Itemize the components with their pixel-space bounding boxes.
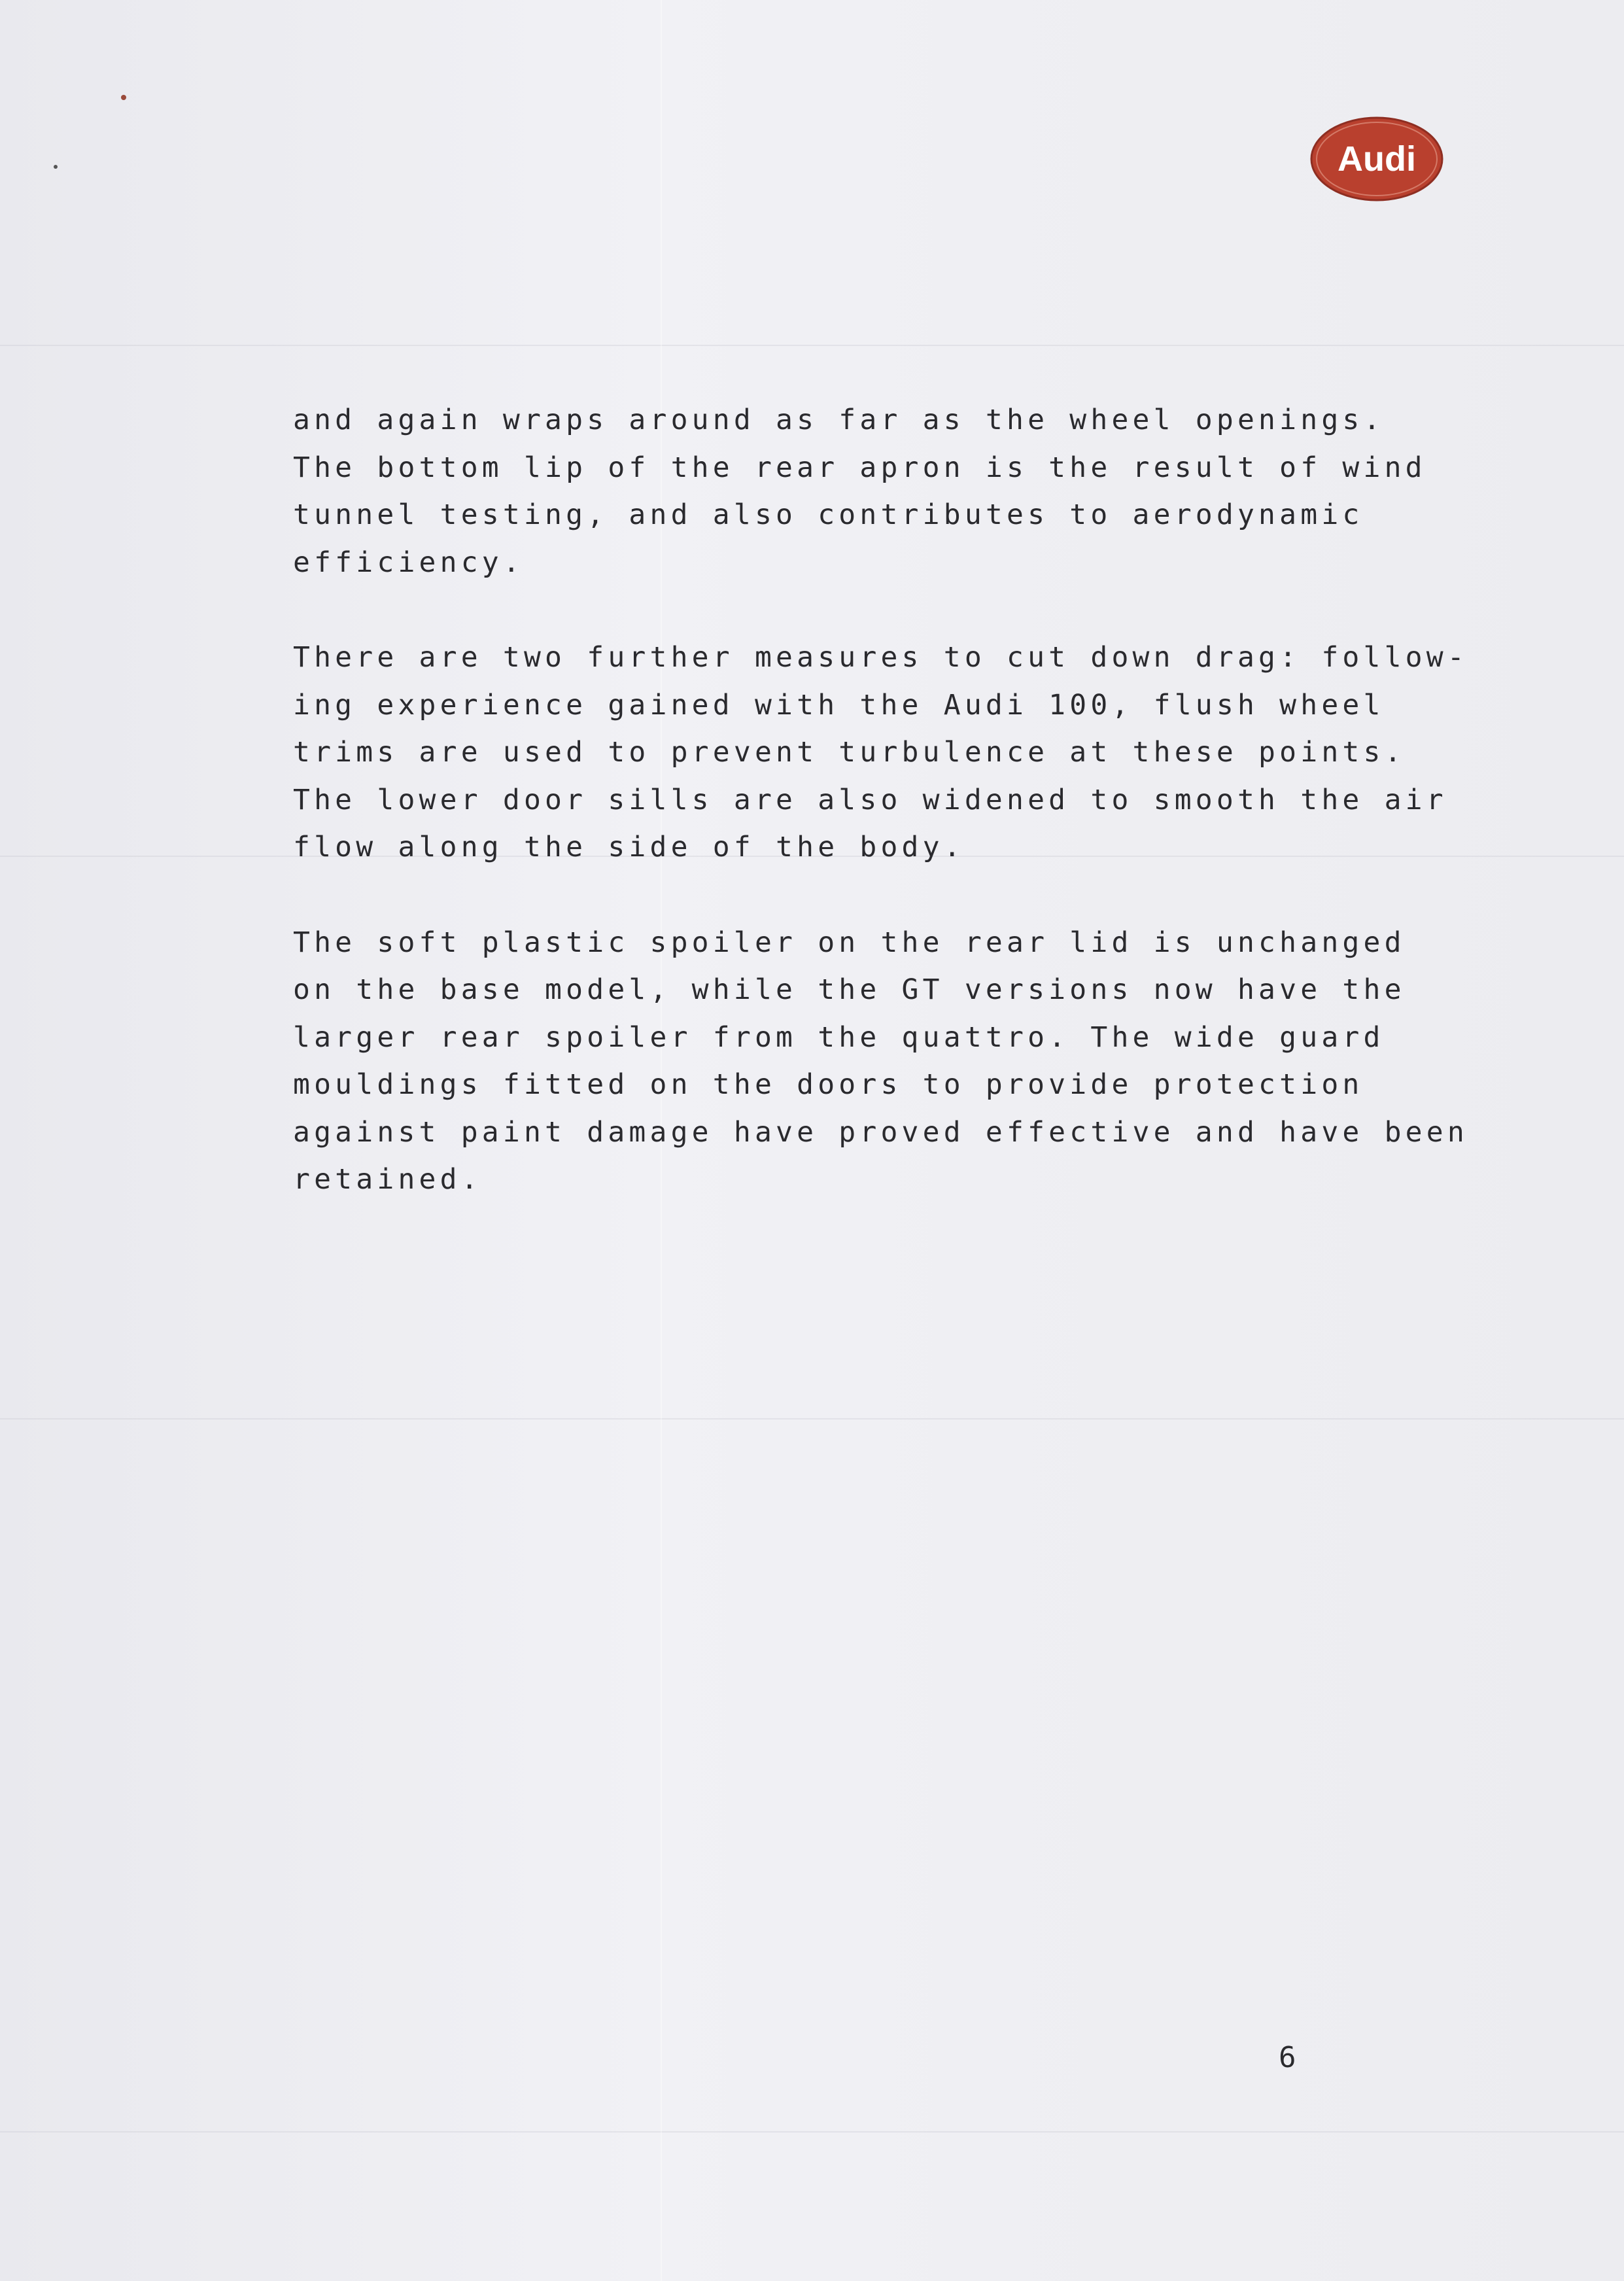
text-line: and again wraps around as far as the wheel openings. (293, 404, 1385, 436)
text-line: mouldings fitted on the doors to provide protection (293, 1068, 1364, 1101)
text-line: The soft plastic spoiler on the rear lid is unchanged (293, 926, 1406, 959)
text-line: tunnel testing, and also contributes to aerodynamic (293, 498, 1364, 531)
fold-line (0, 2131, 1624, 2133)
paper-speck (121, 95, 126, 100)
text-line: The bottom lip of the rear apron is the result of wind (293, 451, 1426, 484)
audi-logo (1310, 116, 1443, 201)
text-line: flow along the side of the body. (293, 831, 965, 863)
text-line: larger rear spoiler from the quattro. The wide guard (293, 1020, 1385, 1054)
text-line: ing experience gained with the Audi 100, flush wheel (293, 688, 1385, 722)
paragraph-2 (293, 634, 1468, 871)
document-body (293, 396, 1468, 1251)
text-line: on the base model, while the GT versions now have the (293, 973, 1406, 1006)
fold-line (0, 345, 1624, 346)
paragraph-3 (293, 919, 1468, 1204)
text-line: against paint damage have proved effective and have been (293, 1115, 1468, 1149)
text-line: retained. (293, 1163, 482, 1196)
paper-speck (54, 165, 58, 169)
page-number: 6 (1279, 2041, 1296, 2074)
text-line: trims are used to prevent turbulence at these points. (293, 736, 1406, 769)
text-line: The lower door sills are also widened to smooth the air (293, 783, 1447, 816)
text-line: efficiency. (293, 546, 524, 579)
paragraph-1 (293, 396, 1426, 586)
fold-line (0, 1418, 1624, 1419)
text-line: There are two further measures to cut down drag: follow- (293, 641, 1468, 674)
logo-text: Audi (1338, 139, 1416, 179)
